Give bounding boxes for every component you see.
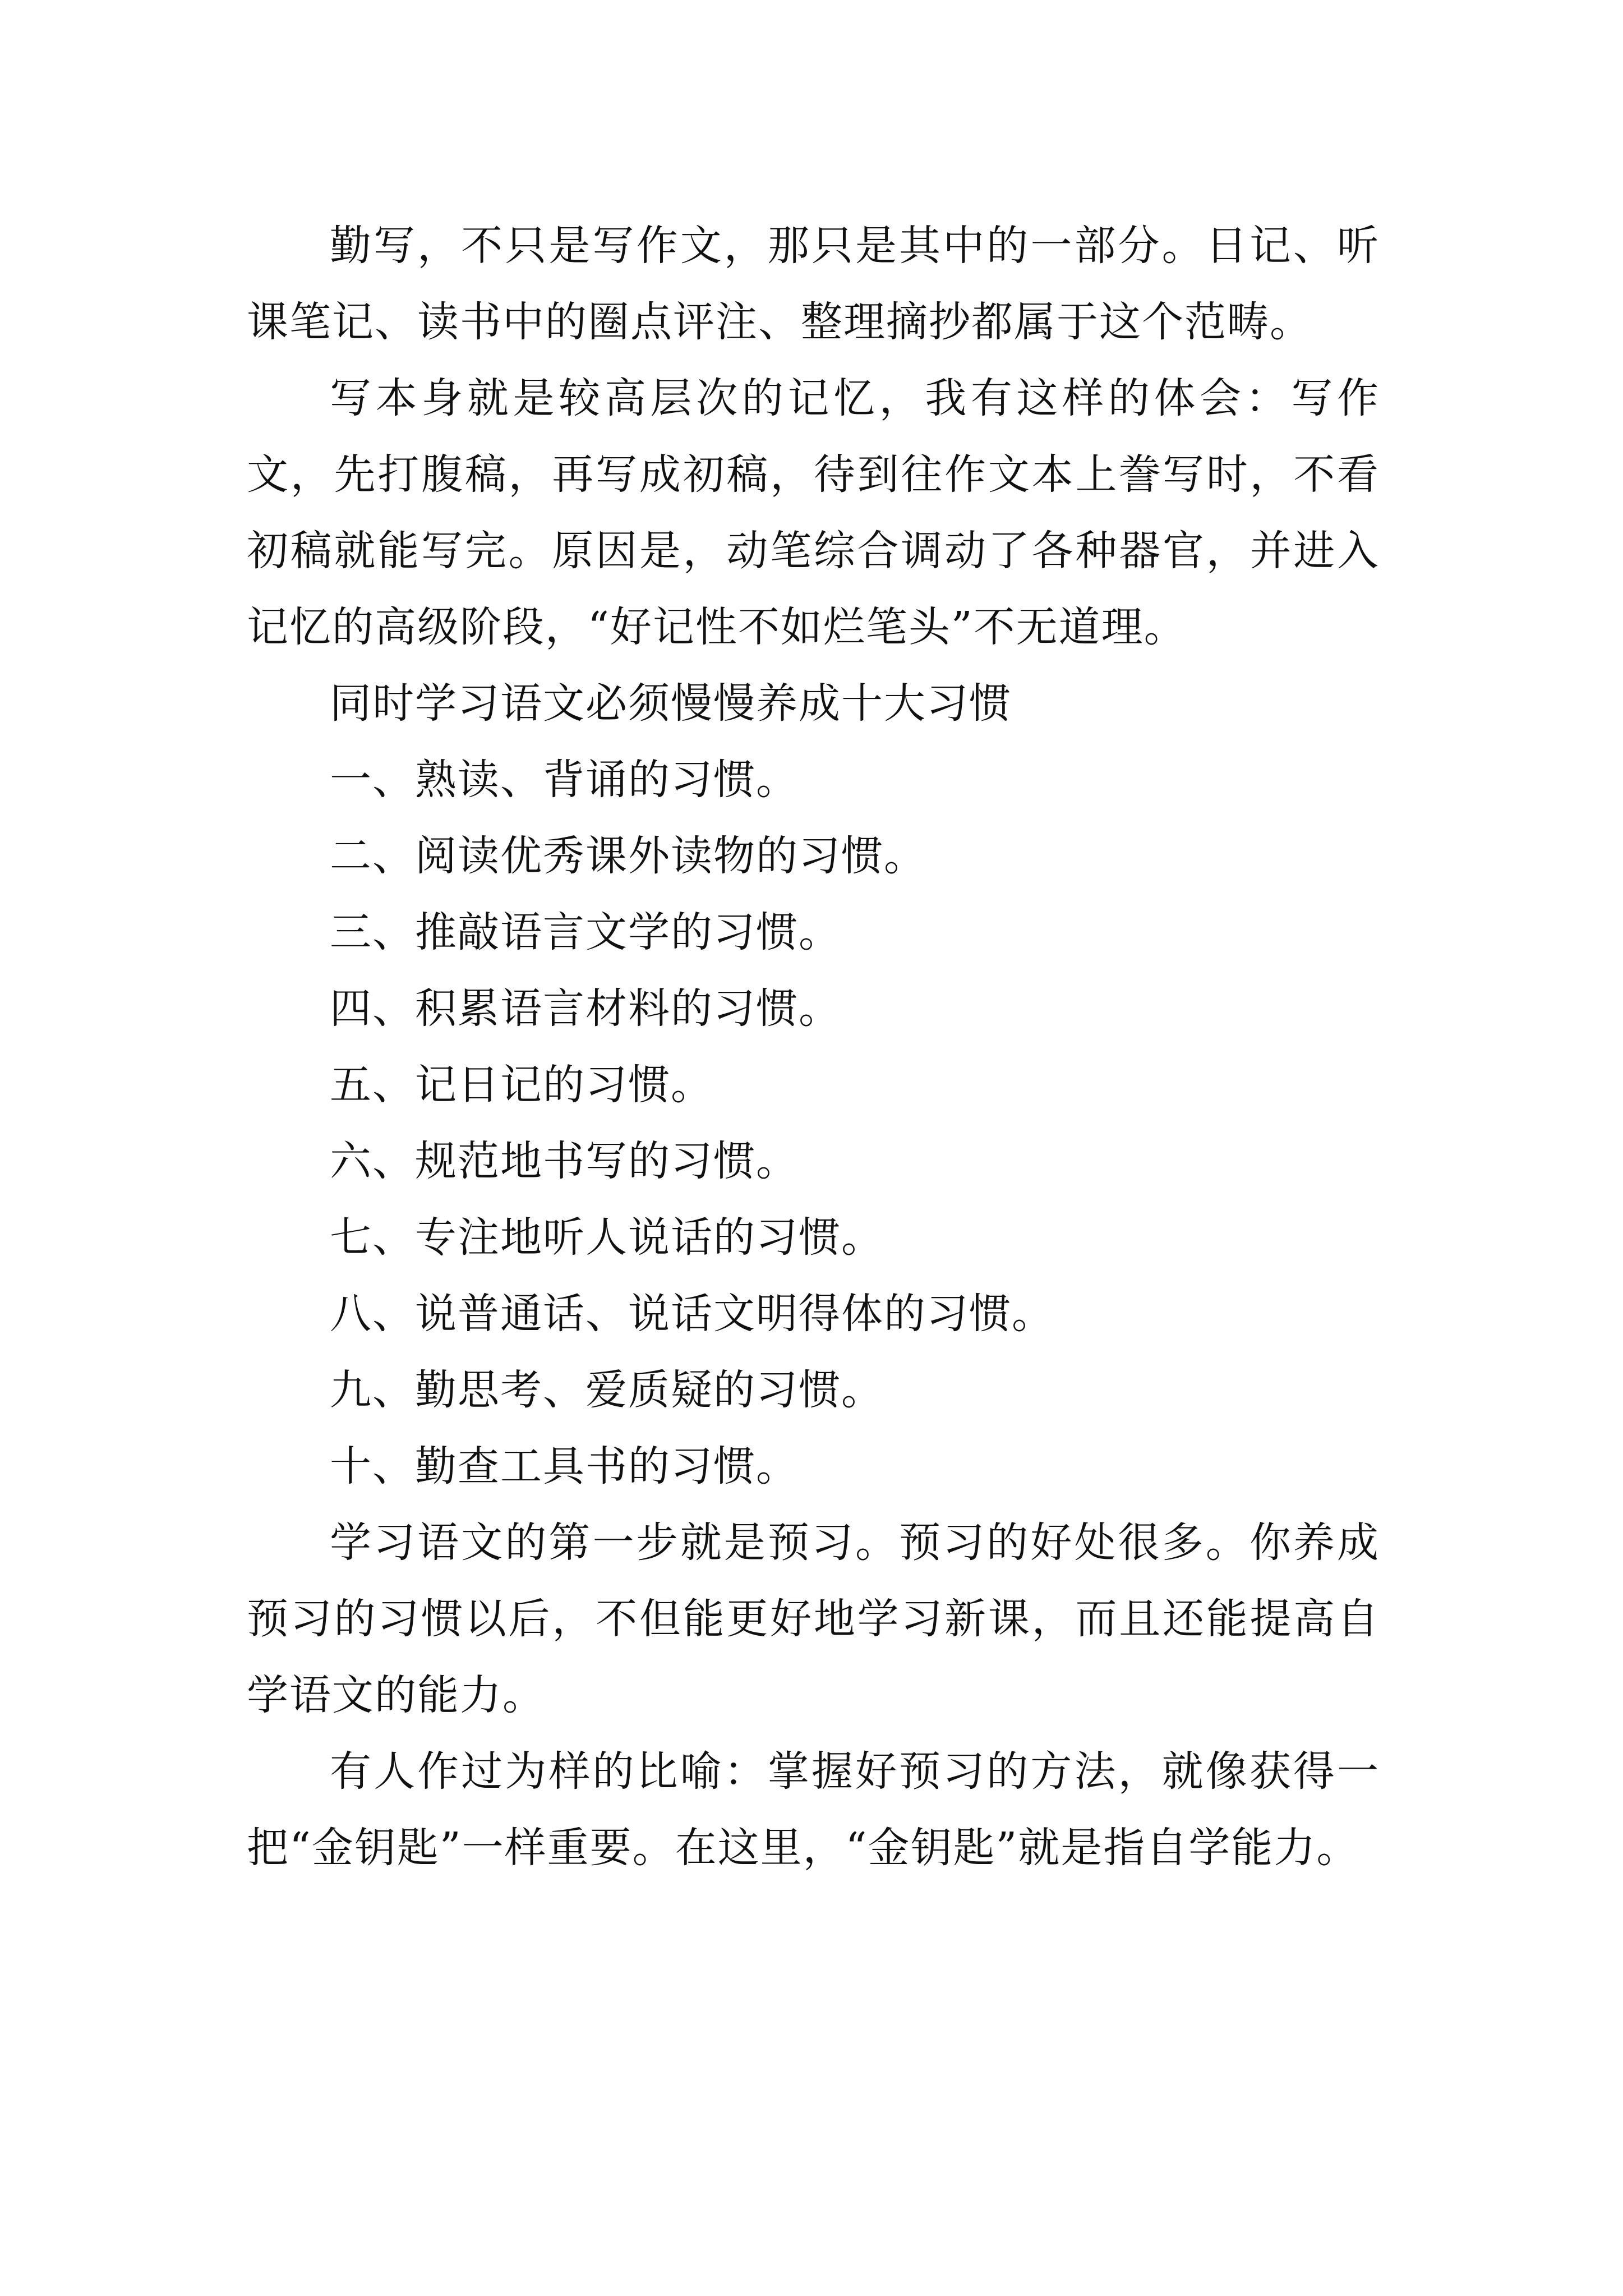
list-item-habit-6: 六、规范地书写的习惯。 [330,1137,799,1185]
list-item-habit-1: 一、熟读、背诵的习惯。 [330,756,799,804]
paragraph-habits-heading: 同时学习语文必须慢慢养成十大习惯 [330,679,1012,728]
document-body [247,208,1380,1886]
paragraph-preview: 学习语文的第一步就是预习。预习的好处很多。你养成预习的习惯以后，不但能更好地学习新课，而且还能提高自学语文的能力。 [247,1519,1380,1719]
paragraph-writing-intro: 勤写，不只是写作文，那只是其中的一部分。日记、听课笔记、读书中的圈点评注、整理摘抄都属于这个范畴。 [247,222,1380,346]
list-item-habit-5: 五、记日记的习惯。 [330,1061,713,1109]
list-item-habit-7: 七、专注地听人说话的习惯。 [330,1213,884,1262]
paragraph-golden-key: 有人作过为样的比喻：掌握好预习的方法，就像获得一把“金钥匙”一样重要。在这里，“金钥匙”就是指自学能力。 [247,1747,1380,1872]
list-item-habit-8: 八、说普通话、说话文明得体的习惯。 [330,1290,1054,1338]
list-item-habit-4: 四、积累语言材料的习惯。 [330,984,841,1033]
list-item-habit-9: 九、勤思考、爱质疑的习惯。 [330,1366,884,1414]
list-item-habit-3: 三、推敲语言文学的习惯。 [330,908,841,956]
list-item-habit-2: 二、阅读优秀课外读物的习惯。 [330,832,926,880]
list-item-habit-10: 十、勤查工具书的习惯。 [330,1442,799,1490]
paragraph-writing-memory: 写本身就是较高层次的记忆，我有这样的体会：写作文，先打腹稿，再写成初稿，待到往作文本上誊写时，不看初稿就能写完。原因是，动笔综合调动了各种器官，并进入记忆的高级阶段，“好记性不如烂笔头”不无道理。 [247,374,1380,651]
